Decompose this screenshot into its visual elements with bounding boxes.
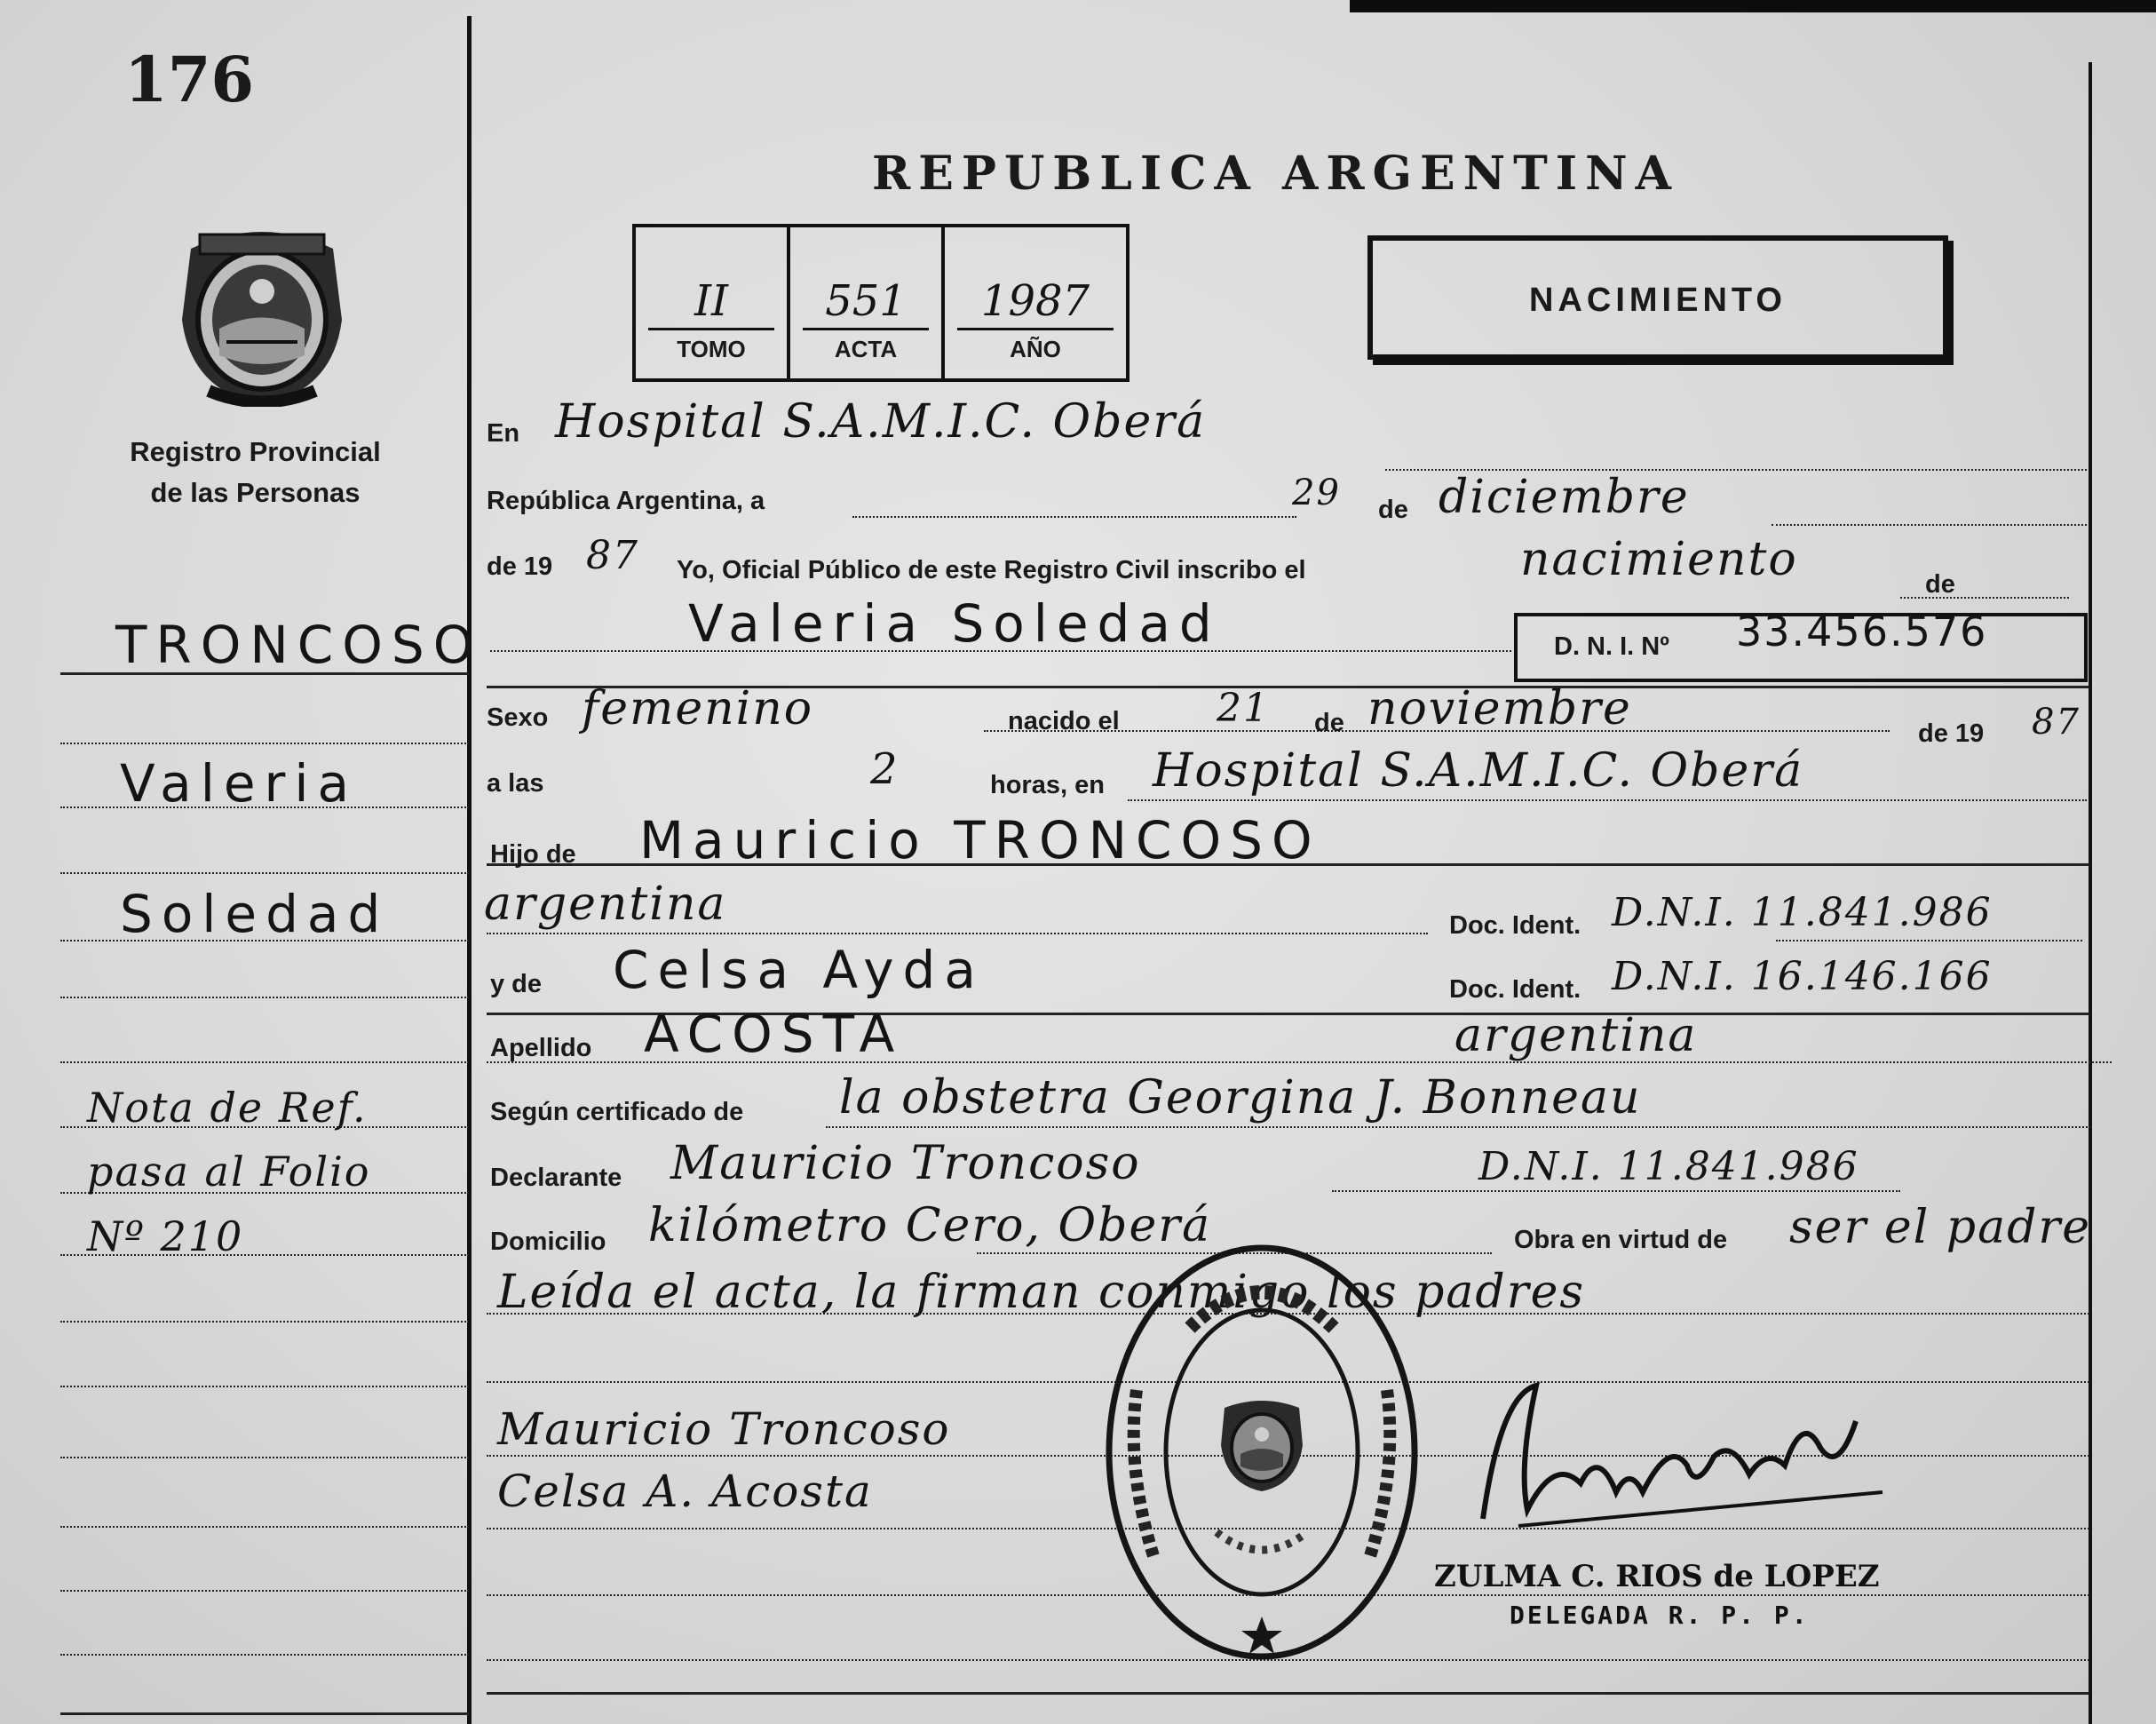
- entry-father-doc: D.N.I. 11.841.986: [1612, 890, 1993, 935]
- entry-act-type: nacimiento: [1520, 533, 1798, 586]
- entry-declarant-doc: D.N.I. 11.841.986: [1478, 1144, 1859, 1189]
- form-line: [826, 1126, 2091, 1128]
- right-border: [2089, 62, 2092, 1724]
- margin-line: [60, 743, 469, 744]
- margin-line: [60, 1654, 469, 1656]
- folio-number: 176: [124, 43, 255, 116]
- record-type-box: [1367, 235, 1948, 360]
- tomo-value: II: [694, 276, 728, 326]
- margin-line: [60, 997, 469, 998]
- form-line: [487, 933, 1428, 934]
- acta-cell: [790, 227, 945, 378]
- signature-father: Mauricio Troncoso: [497, 1403, 951, 1455]
- anio-value: 1987: [980, 276, 1090, 326]
- label-a-las: a las: [487, 769, 544, 798]
- margin-line: [60, 1712, 469, 1715]
- tomo-label: TOMO: [677, 336, 746, 362]
- top-shadow: [1350, 0, 2156, 12]
- entry-address: kilómetro Cero, Oberá: [648, 1199, 1212, 1252]
- provincial-coat-of-arms-icon: [173, 222, 351, 407]
- official-title: DELEGADA R. P. P.: [1510, 1601, 1810, 1630]
- margin-line: [60, 1457, 469, 1458]
- form-line: [1772, 524, 2087, 526]
- label-de-19: de 19: [487, 552, 553, 581]
- form-line: [487, 1692, 2089, 1695]
- label-doc-ident-mother: Doc. Ident.: [1449, 975, 1581, 1004]
- label-obra-en-virtud: Obra en virtud de: [1514, 1226, 1728, 1254]
- entry-birth-month: noviembre: [1367, 682, 1632, 735]
- margin-note-line2: pasa al Folio: [87, 1148, 371, 1196]
- book-reference-box: [632, 224, 1130, 382]
- entry-child-name: Valeria Soledad: [688, 593, 1221, 654]
- margin-line: [60, 1321, 469, 1323]
- label-doc-ident-father: Doc. Ident.: [1449, 911, 1581, 940]
- margin-divider: [467, 16, 472, 1724]
- label-de-birth-month: de: [1314, 709, 1344, 737]
- margin-middle-name: Soledad: [120, 884, 390, 944]
- acta-value: 551: [825, 276, 907, 326]
- label-nacido-el: nacido el: [1008, 707, 1120, 735]
- entry-capacity: ser el padre: [1789, 1201, 2091, 1254]
- entry-father-name: Mauricio TRONCOSO: [639, 810, 1321, 870]
- margin-line: [60, 1386, 469, 1387]
- official-signature-icon: [1465, 1359, 1891, 1537]
- form-line: [1128, 799, 2087, 801]
- registry-name-line2: de las Personas: [150, 477, 361, 508]
- entry-sex: femenino: [582, 682, 814, 735]
- registry-name: [89, 432, 422, 513]
- official-name: ZULMA C. RIOS de LOPEZ: [1434, 1559, 1880, 1594]
- margin-line: [60, 872, 469, 874]
- label-de-month: de: [1378, 496, 1408, 524]
- label-hijo-de: Hijo de: [490, 840, 576, 869]
- entry-mother-doc: D.N.I. 16.146.166: [1612, 954, 1993, 999]
- margin-line: [60, 1061, 469, 1063]
- tomo-cell: [636, 227, 790, 378]
- entry-mother-surname: ACOSTA: [644, 1004, 904, 1064]
- acta-label: ACTA: [834, 336, 898, 362]
- entry-hour: 2: [870, 744, 900, 794]
- record-type-label: NACIMIENTO: [1529, 282, 1787, 319]
- entry-mother-nationality: argentina: [1455, 1009, 1698, 1062]
- margin-surname: TRONCOSO: [115, 615, 483, 675]
- margin-line: [60, 1526, 469, 1528]
- entry-father-nationality: argentina: [484, 878, 727, 931]
- entry-year-suffix: 87: [586, 533, 639, 578]
- entry-place: Hospital S.A.M.I.C. Oberá: [555, 395, 1207, 449]
- delegation-stamp-icon: [1101, 1239, 1423, 1665]
- entry-birth-day: 21: [1217, 686, 1270, 731]
- margin-line: [60, 1590, 469, 1592]
- form-line: [1776, 940, 2082, 941]
- label-sexo: Sexo: [487, 703, 549, 732]
- entry-month: diciembre: [1439, 471, 1690, 524]
- signature-mother: Celsa A. Acosta: [497, 1466, 873, 1517]
- label-domicilio: Domicilio: [490, 1227, 606, 1256]
- registry-name-line1: Registro Provincial: [130, 436, 381, 467]
- label-republica-a: República Argentina, a: [487, 487, 765, 515]
- label-yo-oficial: Yo, Oficial Público de este Registro Civil inscribo el: [677, 556, 1306, 584]
- label-segun-certificado: Según certificado de: [490, 1098, 744, 1126]
- label-de-child: de: [1925, 570, 1955, 599]
- label-dni: D. N. I. Nº: [1554, 632, 1669, 661]
- entry-day: 29: [1292, 473, 1341, 513]
- margin-first-name: Valeria: [120, 753, 359, 814]
- margin-note-line3: Nº 210: [87, 1212, 244, 1260]
- label-declarante: Declarante: [490, 1164, 622, 1192]
- entry-certificate: la obstetra Georgina J. Bonneau: [839, 1071, 1642, 1124]
- entry-declarant: Mauricio Troncoso: [670, 1137, 1141, 1190]
- entry-birth-place: Hospital S.A.M.I.C. Oberá: [1153, 744, 1804, 798]
- anio-cell: [945, 227, 1126, 378]
- entry-mother-name: Celsa Ayda: [613, 940, 985, 1000]
- margin-note-line1: Nota de Ref.: [87, 1084, 368, 1132]
- form-line: [1332, 1190, 1900, 1192]
- country-title: REPUBLICA ARGENTINA: [872, 147, 1680, 201]
- label-y-de: y de: [490, 970, 543, 998]
- label-apellido: Apellido: [490, 1034, 592, 1062]
- label-de-19-birth: de 19: [1918, 719, 1985, 748]
- entry-closing: Leída el acta, la firman conmigo los padres: [497, 1266, 1586, 1319]
- entry-birth-year-suffix: 87: [2032, 702, 2081, 743]
- entry-dni-number: 33.456.576: [1736, 608, 1988, 655]
- label-horas-en: horas, en: [990, 771, 1105, 799]
- anio-label: AÑO: [1010, 336, 1061, 362]
- label-en: En: [487, 419, 520, 448]
- form-line: [852, 516, 1296, 518]
